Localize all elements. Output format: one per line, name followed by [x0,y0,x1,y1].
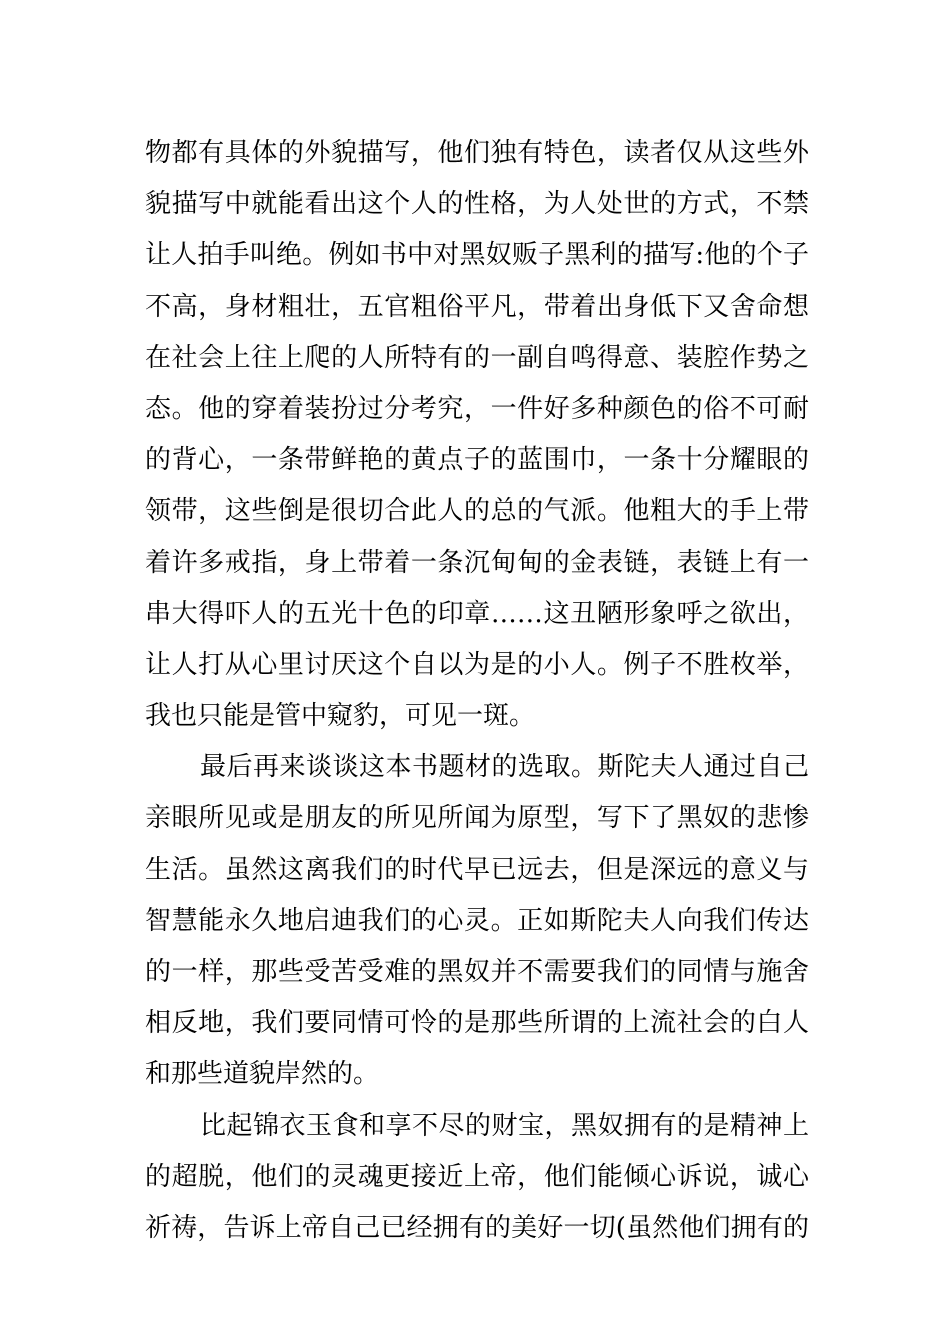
text-line: 我也只能是管中窥豹，可见一斑。 [145,701,536,732]
text-line: 不高，身材粗壮，五官粗俗平凡，带着出身低下又舍命想 [145,291,809,322]
text-line: 的背心，一条带鲜艳的黄点子的蓝围巾，一条十分耀眼的 [145,445,809,476]
text-line: 貌描写中就能看出这个人的性格，为人处世的方式，不禁 [145,189,809,220]
text-line: 祈祷，告诉上帝自己已经拥有的美好一切(虽然他们拥有的 [145,1212,809,1243]
text-line: 亲眼所见或是朋友的所见所闻为原型，写下了黑奴的悲惨 [145,803,809,834]
text-line: 生活。虽然这离我们的时代早已远去，但是深远的意义与 [145,854,809,885]
text-line: 比起锦衣玉食和享不尽的财宝，黑奴拥有的是精神上 [200,1110,809,1141]
text-line: 智慧能永久地启迪我们的心灵。正如斯陀夫人向我们传达 [145,905,809,936]
text-line: 让人拍手叫绝。例如书中对黑奴贩子黑利的描写:他的个子 [145,240,809,271]
text-line: 领带，这些倒是很切合此人的总的气派。他粗大的手上带 [145,496,809,527]
body-text [145,128,809,1254]
text-line: 物都有具体的外貌描写，他们独有特色，读者仅从这些外 [145,138,809,168]
text-line: 让人打从心里讨厌这个自以为是的小人。例子不胜枚举， [145,649,809,680]
text-line: 态。他的穿着装扮过分考究，一件好多种颜色的俗不可耐 [145,393,809,424]
text-line: 串大得吓人的五光十色的印章……这丑陋形象呼之欲出， [145,598,809,629]
text-line: 的超脱，他们的灵魂更接近上帝，他们能倾心诉说，诚心 [145,1161,809,1192]
text-line: 着许多戒指，身上带着一条沉甸甸的金表链，表链上有一 [145,547,809,578]
text-line: 相反地，我们要同情可怜的是那些所谓的上流社会的白人 [145,1008,809,1039]
text-line: 最后再来谈谈这本书题材的选取。斯陀夫人通过自己 [200,752,809,783]
text-line: 和那些道貌岸然的。 [145,1059,380,1090]
text-line: 在社会上往上爬的人所特有的一副自鸣得意、装腔作势之 [145,342,809,373]
text-line: 的一样，那些受苦受难的黑奴并不需要我们的同情与施舍 [145,957,809,987]
